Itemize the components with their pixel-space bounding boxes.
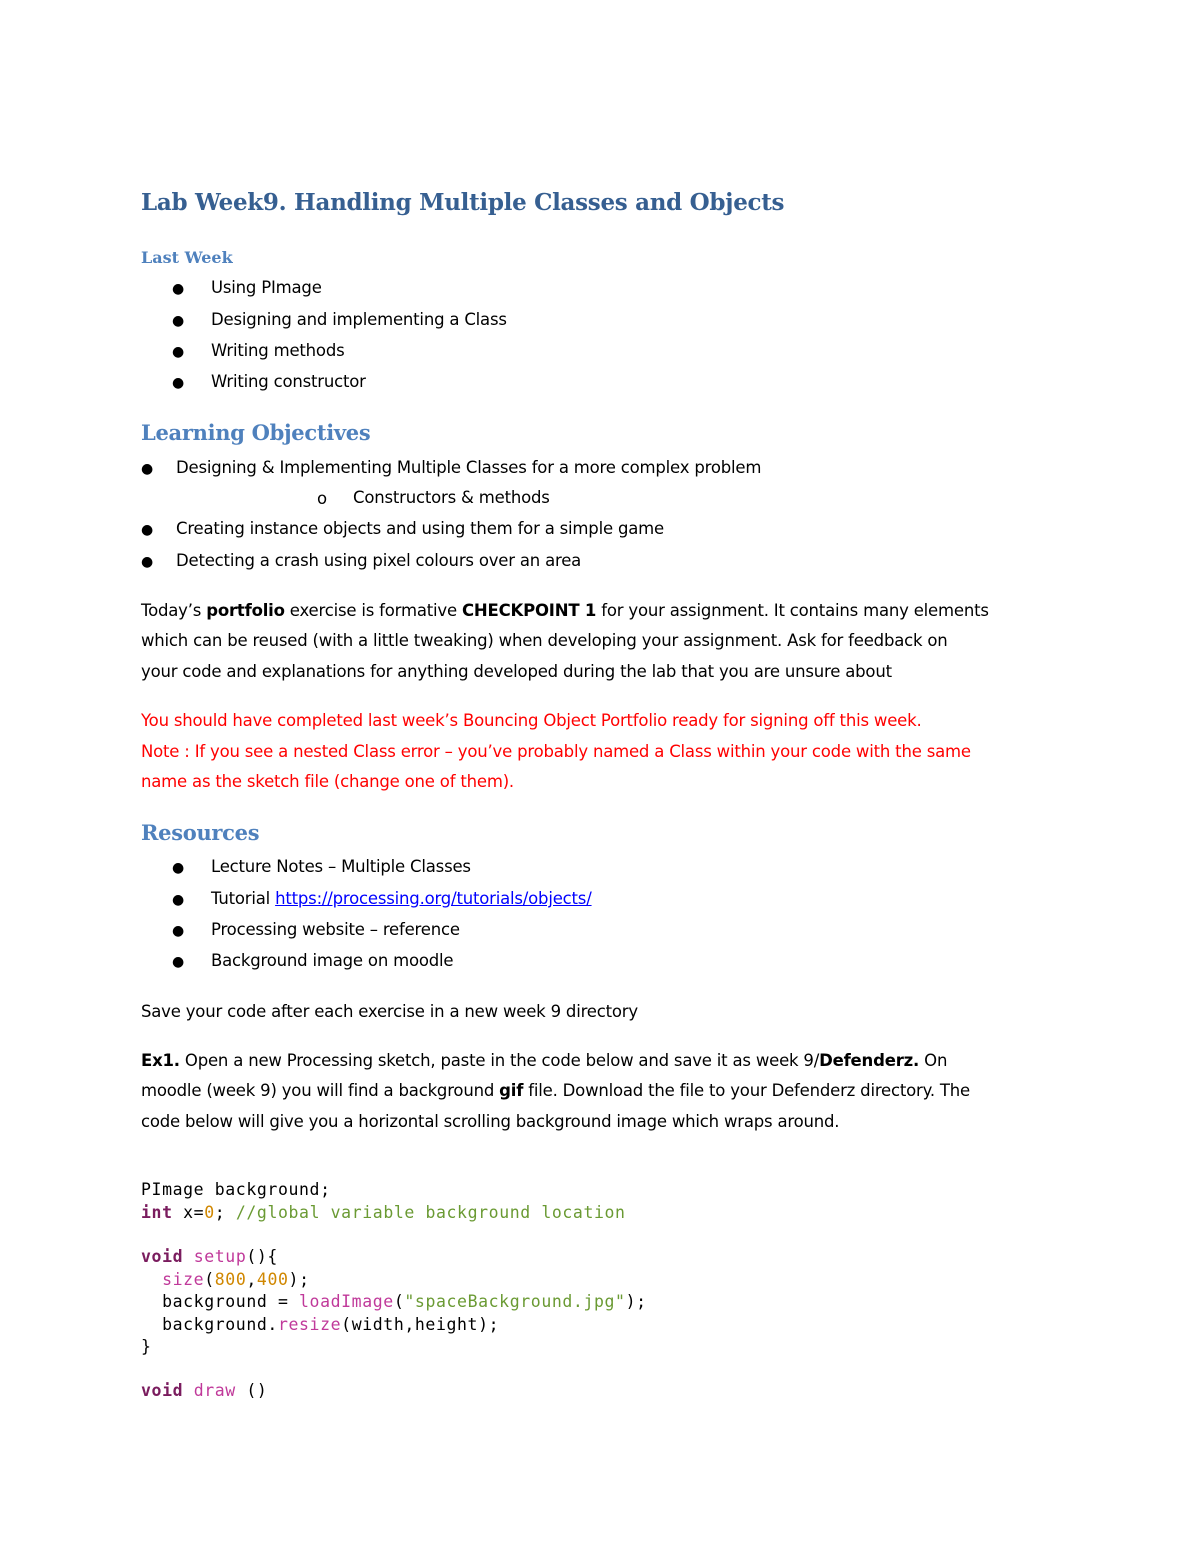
notice-line: name as the sketch file (change one of them). bbox=[141, 772, 514, 791]
save-note: Save your code after each exercise in a new week 9 directory bbox=[141, 1002, 638, 1021]
code-line bbox=[141, 1292, 647, 1311]
code-token: (width,height); bbox=[341, 1315, 500, 1334]
bullet-icon: ● bbox=[172, 281, 185, 297]
bullet-icon: ● bbox=[172, 954, 185, 970]
code-token bbox=[183, 1247, 194, 1266]
text-run: Open a new Processing sketch, paste in the code below and save it as week 9/ bbox=[179, 1051, 820, 1070]
list-item: Writing constructor bbox=[211, 372, 366, 391]
code-token bbox=[141, 1270, 162, 1289]
bullet-icon: ● bbox=[172, 313, 185, 329]
portfolio-bold: portfolio bbox=[206, 601, 285, 620]
intro-line bbox=[141, 601, 989, 620]
notice-line: You should have completed last week’s Bouncing Object Portfolio ready for signing off this week. bbox=[141, 711, 922, 730]
text-run: moodle (week 9) you will find a background bbox=[141, 1081, 500, 1100]
keyword: int bbox=[141, 1203, 173, 1222]
code-token: , bbox=[246, 1270, 257, 1289]
code-comment: //global variable background location bbox=[235, 1203, 626, 1222]
code-line bbox=[141, 1270, 310, 1289]
code-token: background. bbox=[141, 1315, 278, 1334]
resources-heading: Resources bbox=[141, 820, 260, 845]
list-item: Writing methods bbox=[211, 341, 345, 360]
code-token: (){ bbox=[246, 1247, 278, 1266]
sub-bullet-icon: o bbox=[317, 489, 327, 508]
bullet-icon: ● bbox=[172, 860, 185, 876]
list-item: Creating instance objects and using them for a simple game bbox=[176, 519, 664, 538]
list-item: Designing & Implementing Multiple Classes for a more complex problem bbox=[176, 458, 762, 477]
number-literal: 800 bbox=[214, 1270, 247, 1289]
code-token: ); bbox=[625, 1292, 647, 1311]
bullet-icon: ● bbox=[141, 522, 154, 538]
code-line: } bbox=[141, 1337, 152, 1356]
code-token: ; bbox=[214, 1203, 236, 1222]
bullet-icon: ● bbox=[172, 375, 185, 391]
code-line bbox=[141, 1315, 499, 1334]
defenderz-bold: Defenderz. bbox=[819, 1051, 920, 1070]
code-token: () bbox=[235, 1381, 268, 1400]
bullet-icon: ● bbox=[172, 344, 185, 360]
list-item: Processing website – reference bbox=[211, 920, 460, 939]
number-literal: 0 bbox=[204, 1203, 215, 1222]
bullet-icon: ● bbox=[141, 554, 154, 570]
sub-list-item: Constructors & methods bbox=[353, 488, 550, 507]
learning-objectives-heading: Learning Objectives bbox=[141, 420, 371, 445]
bullet-icon: ● bbox=[172, 923, 185, 939]
code-line: PImage background; bbox=[141, 1180, 331, 1199]
list-item: Lecture Notes – Multiple Classes bbox=[211, 857, 471, 876]
keyword: void bbox=[141, 1381, 184, 1400]
notice-line: Note : If you see a nested Class error – you’ve probably named a Class within your code with the same bbox=[141, 742, 971, 761]
code-line bbox=[141, 1203, 626, 1222]
text-run: for your assignment. It contains many elements bbox=[596, 601, 989, 620]
code-token: ( bbox=[204, 1270, 215, 1289]
function-name: setup bbox=[193, 1247, 247, 1266]
string-literal: "spaceBackground.jpg" bbox=[404, 1292, 626, 1311]
function-name: draw bbox=[193, 1381, 236, 1400]
code-line bbox=[141, 1247, 278, 1266]
number-literal: 400 bbox=[256, 1270, 289, 1289]
ex1-line bbox=[141, 1051, 947, 1070]
code-token bbox=[183, 1381, 194, 1400]
page-title: Lab Week9. Handling Multiple Classes and Objects bbox=[141, 189, 785, 216]
intro-line: which can be reused (with a little tweaking) when developing your assignment. Ask for feedback on bbox=[141, 631, 948, 650]
code-token: background = bbox=[141, 1292, 300, 1311]
code-line bbox=[141, 1381, 267, 1400]
function-name: resize bbox=[277, 1315, 342, 1334]
list-item bbox=[211, 889, 592, 908]
ex1-label: Ex1. bbox=[141, 1051, 180, 1070]
text-run: On bbox=[919, 1051, 948, 1070]
function-name: size bbox=[162, 1270, 205, 1289]
code-token: ( bbox=[393, 1292, 405, 1311]
list-item: Designing and implementing a Class bbox=[211, 310, 507, 329]
list-item: Detecting a crash using pixel colours over an area bbox=[176, 551, 582, 570]
list-item: Using PImage bbox=[211, 278, 322, 297]
ex1-line: code below will give you a horizontal scrolling background image which wraps around. bbox=[141, 1112, 840, 1131]
text-run: Tutorial bbox=[211, 889, 276, 908]
text-run: file. Download the file to your Defenderz directory. The bbox=[523, 1081, 971, 1100]
keyword: void bbox=[141, 1247, 184, 1266]
intro-line: your code and explanations for anything developed during the lab that you are unsure about bbox=[141, 662, 892, 681]
tutorial-link[interactable]: https://processing.org/tutorials/objects/ bbox=[275, 889, 592, 908]
last-week-heading: Last Week bbox=[141, 248, 233, 267]
bullet-icon: ● bbox=[141, 461, 154, 477]
checkpoint-bold: CHECKPOINT 1 bbox=[461, 601, 597, 620]
code-token: ); bbox=[288, 1270, 310, 1289]
text-run: Today’s bbox=[141, 601, 207, 620]
code-token: x= bbox=[172, 1203, 205, 1222]
function-name: loadImage bbox=[299, 1292, 394, 1311]
text-run: exercise is formative bbox=[284, 601, 462, 620]
bullet-icon: ● bbox=[172, 892, 185, 908]
gif-bold: gif bbox=[499, 1081, 524, 1100]
ex1-line bbox=[141, 1081, 970, 1100]
list-item: Background image on moodle bbox=[211, 951, 454, 970]
